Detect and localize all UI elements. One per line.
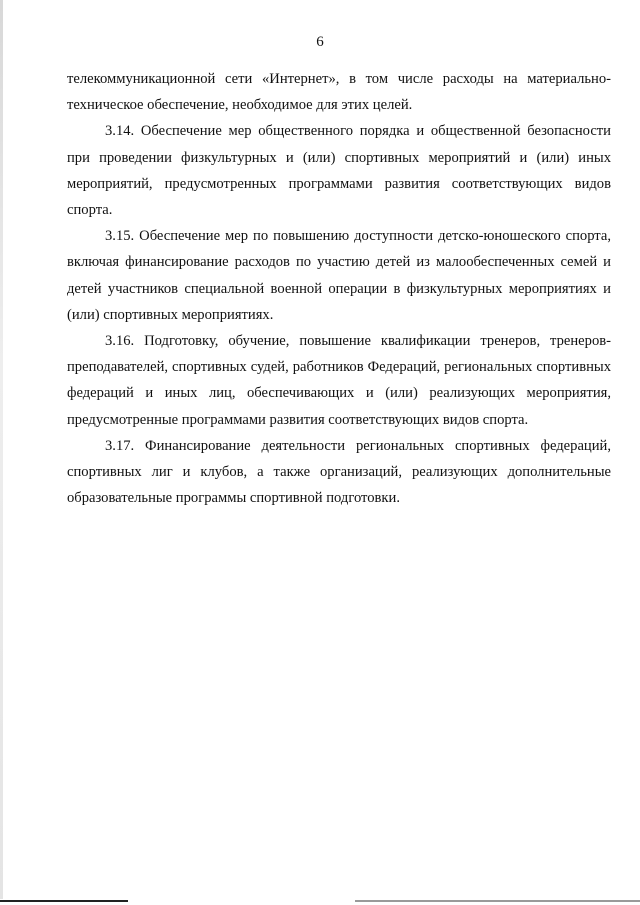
paragraph-3-14: 3.14. Обеспечение мер общественного порядка и общественной безопасности при проведении физкультурных и (или) спортивных мероприятий и (или) иных мероприятий, предусмотренных программами развития соответствующих видов спорта. [67,123,611,219]
paragraph-3-16: 3.16. Подготовку, обучение, повышение квалификации тренеров, тренеров-преподавателей, спортивных судей, работников Федераций, региональных спортивных федераций и иных лиц, обеспечивающих и (или) реализующих мероприятия, предусмотренные программами развития соответствующих видов спорта. [67,333,611,428]
scan-edge-bottom-dark [0,900,128,902]
paragraph-3-15: 3.15. Обеспечение мер по повышению доступности детско-юношеского спорта, включая финансирование расходов по участию детей из малообеспеченных семей и детей участников специальной военной операции в физкультурных мероприятиях и (или) спортивных мероприятиях. [67,228,611,323]
document-body [67,66,611,511]
scan-edge-left [0,0,3,905]
paragraph-3-17: 3.17. Финансирование деятельности региональных спортивных федераций, спортивных лиг и клубов, а также организаций, реализующих дополнительные образовательные программы спортивной подготовки. [67,437,611,507]
page-number: 6 [316,34,324,50]
paragraph-continuation: телекоммуникационной сети «Интернет», в том числе расходы на материально-техническое обеспечение, необходимое для этих целей. [67,71,611,114]
scan-edge-bottom-light [355,900,640,902]
scan-edge-bottom [0,899,640,905]
